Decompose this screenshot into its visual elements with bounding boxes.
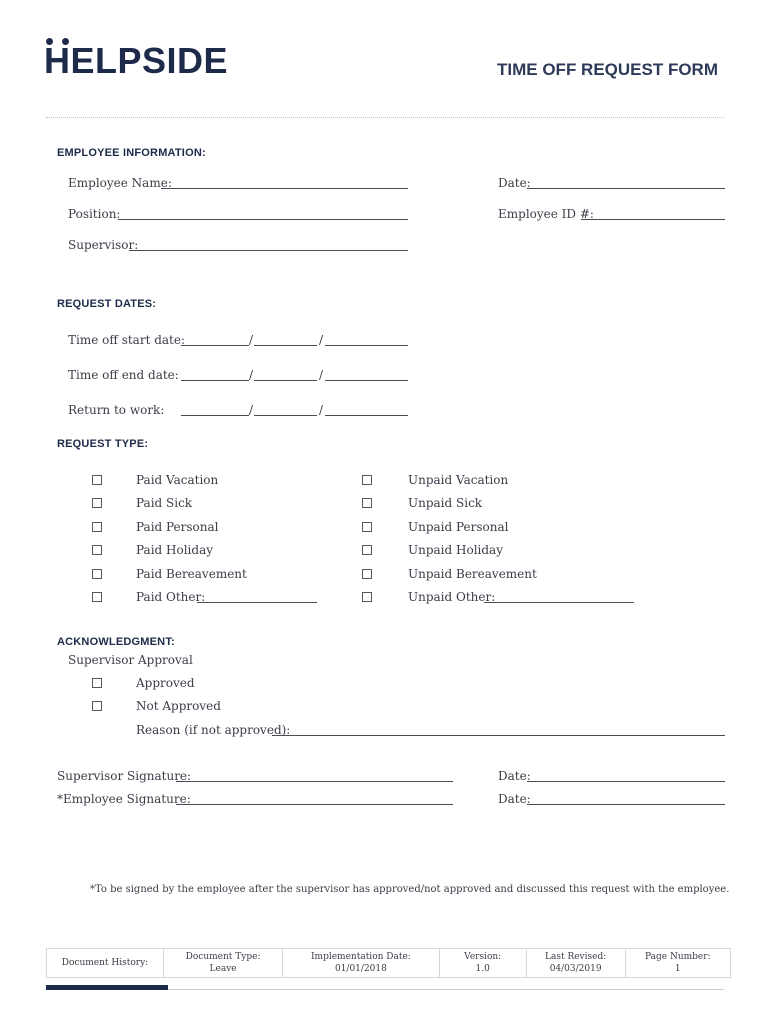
version-cell	[439, 949, 526, 978]
start-year-field[interactable]	[325, 345, 408, 346]
employee-signature-label: *Employee Signature:	[57, 792, 191, 806]
form-title: TIME OFF REQUEST FORM	[497, 60, 718, 79]
start-day-field[interactable]	[254, 345, 317, 346]
implementation-date-cell	[283, 949, 440, 978]
unpaid-bereavement-checkbox[interactable]	[362, 569, 372, 579]
unpaid-bereavement-label: Unpaid Bereavement	[408, 567, 537, 581]
employee-info-heading: EMPLOYEE INFORMATION:	[57, 147, 206, 159]
approved-checkbox[interactable]	[92, 678, 102, 688]
paid-personal-checkbox[interactable]	[92, 522, 102, 532]
footer-divider	[168, 989, 724, 990]
approved-label: Approved	[136, 676, 195, 690]
employee-date-field[interactable]	[527, 804, 725, 805]
start-month-field[interactable]	[181, 345, 249, 346]
last-revised-cell	[526, 949, 625, 978]
supervisor-signature-label: Supervisor Signature:	[57, 769, 192, 783]
unpaid-holiday-label: Unpaid Holiday	[408, 543, 503, 557]
date-separator: /	[249, 368, 254, 382]
document-history-table	[46, 948, 731, 978]
unpaid-vacation-checkbox[interactable]	[362, 475, 372, 485]
cell-value: 04/03/2019	[549, 964, 602, 974]
end-year-field[interactable]	[325, 380, 408, 381]
reason-field[interactable]	[272, 735, 725, 736]
position-label: Position:	[68, 207, 121, 221]
unpaid-other-field[interactable]	[484, 602, 634, 603]
employee-signature-field[interactable]	[176, 804, 453, 805]
cell-title: Last Revised:	[545, 952, 607, 962]
employee-id-field[interactable]	[581, 219, 725, 220]
helpside-logo	[44, 38, 239, 84]
paid-personal-label: Paid Personal	[136, 520, 219, 534]
paid-sick-label: Paid Sick	[136, 496, 193, 510]
unpaid-vacation-label: Unpaid Vacation	[408, 473, 509, 487]
unpaid-sick-label: Unpaid Sick	[408, 496, 483, 510]
supervisor-date-field[interactable]	[527, 781, 725, 782]
employee-date-label: Date:	[498, 792, 531, 806]
paid-holiday-checkbox[interactable]	[92, 545, 102, 555]
paid-bereavement-label: Paid Bereavement	[136, 567, 247, 581]
return-year-field[interactable]	[325, 415, 408, 416]
paid-bereavement-checkbox[interactable]	[92, 569, 102, 579]
cell-title: Implementation Date:	[311, 952, 411, 962]
unpaid-sick-checkbox[interactable]	[362, 498, 372, 508]
position-field[interactable]	[118, 219, 408, 220]
supervisor-label: Supervisor:	[68, 238, 139, 252]
reason-label: Reason (if not approved):	[136, 723, 291, 737]
end-month-field[interactable]	[181, 380, 249, 381]
return-day-field[interactable]	[254, 415, 317, 416]
employee-id-label: Employee ID #:	[498, 207, 594, 221]
supervisor-approval-label: Supervisor Approval	[68, 653, 193, 667]
employee-name-label: Employee Name:	[68, 176, 172, 190]
supervisor-signature-field[interactable]	[176, 781, 453, 782]
unpaid-other-label: Unpaid Other:	[408, 590, 496, 604]
page-number-cell	[625, 949, 730, 978]
employee-name-field[interactable]	[161, 188, 408, 189]
date-separator: /	[319, 403, 324, 417]
paid-sick-checkbox[interactable]	[92, 498, 102, 508]
cell-value: Leave	[209, 964, 237, 974]
signature-footnote: *To be signed by the employee after the supervisor has approved/not approved and discussed this request with the employee.	[90, 884, 730, 895]
date-label: Date:	[498, 176, 531, 190]
supervisor-field[interactable]	[129, 250, 408, 251]
cell-value: 1.0	[475, 964, 490, 974]
paid-vacation-checkbox[interactable]	[92, 475, 102, 485]
cell-title: Page Number:	[644, 952, 711, 962]
paid-holiday-label: Paid Holiday	[136, 543, 214, 557]
paid-vacation-label: Paid Vacation	[136, 473, 219, 487]
paid-other-field[interactable]	[197, 602, 317, 603]
date-field[interactable]	[527, 188, 725, 189]
document-type-cell	[164, 949, 283, 978]
unpaid-personal-checkbox[interactable]	[362, 522, 372, 532]
cell-title: Version:	[464, 952, 502, 962]
cell-value: 01/01/2018	[334, 964, 387, 974]
end-date-label: Time off end date:	[68, 368, 179, 382]
request-type-heading: REQUEST TYPE:	[57, 438, 149, 450]
start-date-label: Time off start date:	[68, 333, 186, 347]
unpaid-holiday-checkbox[interactable]	[362, 545, 372, 555]
acknowledgment-heading: ACKNOWLEDGMENT:	[57, 636, 175, 648]
date-separator: /	[249, 333, 254, 347]
return-date-label: Return to work:	[68, 403, 165, 417]
date-separator: /	[249, 403, 254, 417]
cell-value: 1	[674, 964, 681, 974]
cell-title: Document Type:	[185, 952, 261, 962]
date-separator: /	[319, 368, 324, 382]
footer-accent-bar	[46, 985, 168, 990]
end-day-field[interactable]	[254, 380, 317, 381]
unpaid-other-checkbox[interactable]	[362, 592, 372, 602]
supervisor-date-label: Date:	[498, 769, 531, 783]
paid-other-label: Paid Other:	[136, 590, 206, 604]
not-approved-checkbox[interactable]	[92, 701, 102, 711]
unpaid-personal-label: Unpaid Personal	[408, 520, 509, 534]
not-approved-label: Not Approved	[136, 699, 221, 713]
header-divider	[46, 117, 724, 118]
request-dates-heading: REQUEST DATES:	[57, 298, 157, 310]
logo-text: HELPSIDE	[44, 40, 229, 81]
document-history-label: Document History:	[47, 949, 164, 978]
return-month-field[interactable]	[181, 415, 249, 416]
paid-other-checkbox[interactable]	[92, 592, 102, 602]
date-separator: /	[319, 333, 324, 347]
